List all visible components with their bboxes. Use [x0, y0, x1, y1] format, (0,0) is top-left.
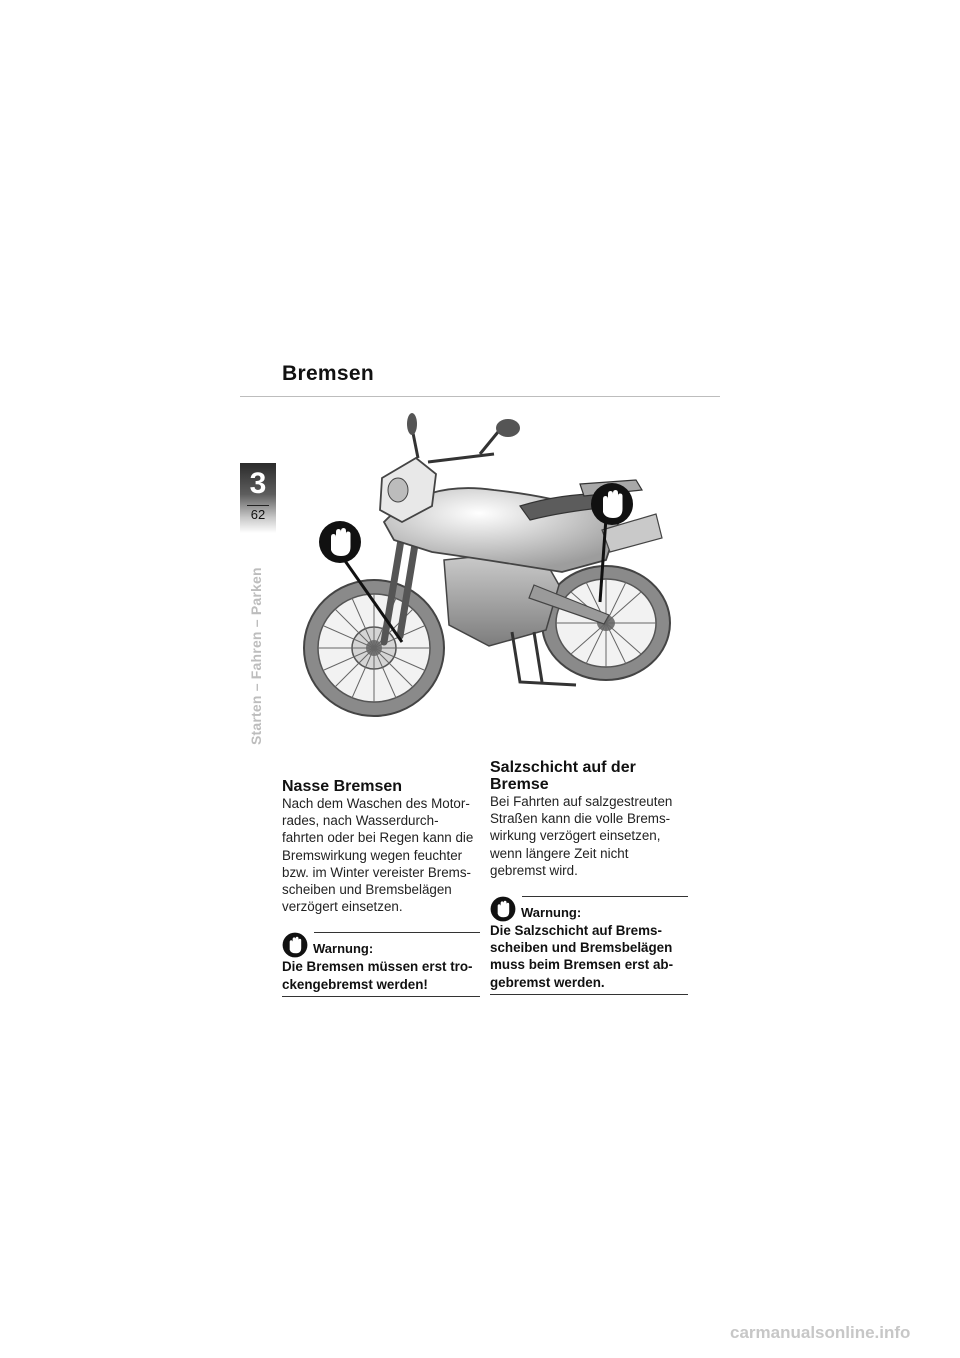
chapter-tab: [240, 463, 276, 533]
chapter-number: 3: [249, 467, 267, 500]
page-title: Bremsen: [282, 362, 374, 385]
warning-box: [282, 932, 480, 996]
stop-hand-icon: [319, 521, 361, 563]
watermark: carmanualsonline.info: [730, 1323, 911, 1342]
stop-hand-icon: [591, 483, 633, 525]
text-line: Die Salzschicht auf Brems-: [490, 923, 662, 939]
section-wet-brakes: [282, 778, 480, 997]
stop-hand-icon: [282, 932, 308, 958]
text-line: Straßen kann die volle Brems-: [490, 811, 671, 827]
text-line: muss beim Bremsen erst ab-: [490, 957, 674, 973]
text-line: bzw. im Winter vereister Brems-: [282, 864, 471, 880]
title-divider: [240, 396, 720, 397]
heading-line: Bremse: [490, 776, 549, 793]
text-line: gebremst wird.: [490, 862, 578, 878]
text-line: wirkung verzögert einsetzen,: [490, 828, 661, 844]
warning-rule: [522, 896, 688, 897]
warning-rule: [314, 932, 480, 933]
text-line: Bremswirkung wegen feuchter: [282, 847, 463, 863]
text-line: scheiben und Bremsbelägen: [490, 940, 673, 956]
chapter-side-label: Starten – Fahren – Parken: [248, 567, 264, 745]
text-line: scheiben und Bremsbelägen: [282, 882, 452, 898]
text-line: Bei Fahrten auf salzgestreuten: [490, 794, 673, 809]
heading-line: Salzschicht auf der: [490, 759, 636, 776]
right-mirror: [496, 419, 520, 437]
warning-text: [282, 958, 480, 996]
rear-wheel: [542, 566, 670, 680]
text-line: gebremst werden.: [490, 974, 605, 990]
motorcycle-illustration: [284, 410, 692, 728]
warning-label: Warnung:: [313, 941, 374, 957]
warning-label: Warnung:: [521, 905, 582, 921]
page-number: 62: [250, 507, 266, 522]
warning-text: [490, 922, 688, 995]
text-line: Die Bremsen müssen erst tro-: [282, 959, 473, 975]
section-heading: Nasse Bremsen: [282, 778, 403, 795]
handlebar: [412, 428, 498, 462]
body-paragraph: [490, 793, 688, 879]
section-salt-layer: [490, 759, 688, 995]
text-line: fahrten oder bei Regen kann die: [282, 830, 474, 846]
text-line: wenn längere Zeit nicht: [490, 845, 629, 861]
stop-hand-icon: [490, 896, 516, 922]
text-line: Nach dem Waschen des Motor-: [282, 796, 470, 811]
text-line: ckengebremst werden!: [282, 976, 428, 992]
left-mirror: [407, 413, 417, 435]
text-line: verzögert einsetzen.: [282, 899, 403, 915]
warning-box: [490, 896, 688, 995]
chapter-divider: [247, 505, 269, 506]
section-heading: [490, 759, 688, 793]
text-line: rades, nach Wasserdurch-: [282, 813, 439, 829]
body-paragraph: [282, 795, 480, 915]
